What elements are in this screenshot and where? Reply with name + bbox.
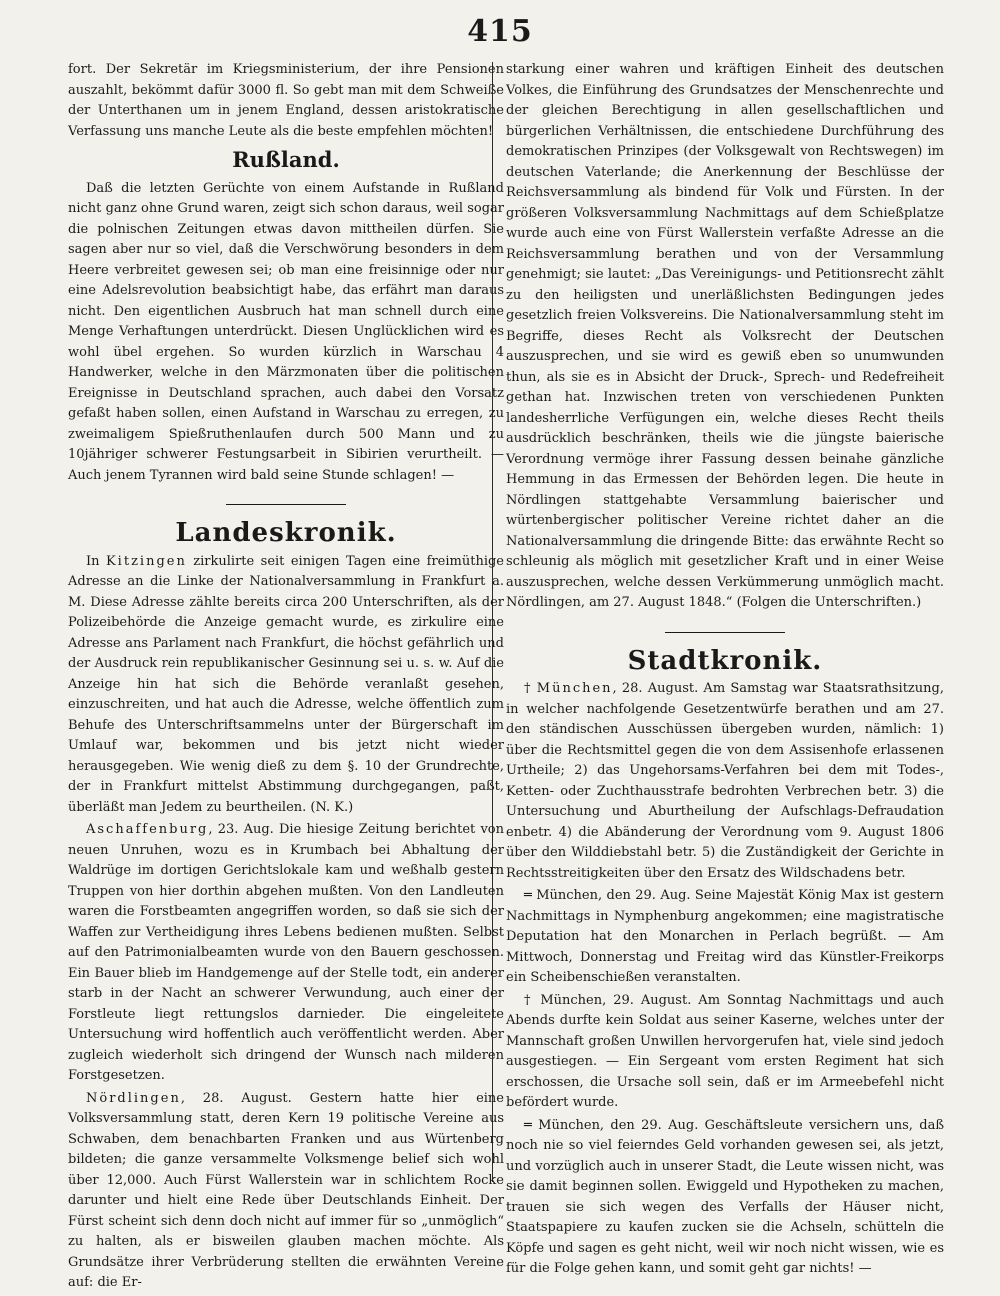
article-noerdlingen-continued: starkung einer wahren und kräftigen Einheit des deutschen Volkes, die Einführung des Grundsatzes der Menschenrechte und der gleichen Berechtigung in allen gesellschaftlichen und bürgerlichen Verhältnissen, die entschiedene Durchführung des demokratischen Prinzipes (der Volksgewalt von Rechtswegen) im deutschen Vaterlande; die Anerkennung der Beschlüsse der Reichsversammlung als bindend für Volk und Fürsten. In der größeren Volksversammlung Nachmittags auf dem Schießplatze wurde auch eine von Fürst Wallerstein verfaßte Adresse an die Reichsversammlung berathen und von der Versammlung genehmigt; sie lautet: „Das Vereinigungs- und Petitionsrecht zählt zu den heiligsten und unerläßlichsten Bedingungen jedes gesetzlich freien Volksvereins. Die Nationalversammlung steht im Begriffe, dieses Recht als Volksrecht der Deutschen auszusprechen, und sie wird es gewiß eben so unumwunden thun, als sie es in Absicht der Druck-, Sprech- und Redefreiheit gethan hat. Inzwischen treten von verschiedenen Punkten landesherrliche Verfügungen ein, welche dieses Recht theils ausdrücklich beschränken, theils wie die jüngste baierische Verordnung vermöge ihrer Fassung dessen beinahe gänzliche Hemmung in das Ermessen der Behörden legen. Die heute in Nördlingen stattgehabte Versammlung baierischer und würtenbergischer politischer Vereine richtet daher an die Nationalversammlung die dringende Bitte: das erwähnte Recht so schleunig als möglich mit gesetzlicher Kraft und in einer Weise auszusprechen, welche dessen Verkümmerung unmöglich macht. Nördlingen, am 27. August 1848.“ (Folgen die Unterschriften.) [506, 62, 944, 610]
article-body: , 23. Aug. Die hiesige Zeitung berichtet von neuen Unruhen, wozu es in Krumbach bei Abhaltung der Waldrüge im dortigen Gerichtslokale kam und weßhalb gestern Truppen von hier dorthin abgehen mußten. Von den Landleuten waren die Forstbeamten angegriffen worden, so daß sie sich der Waffen zur Vertheidigung ihres Lebens bedienen mußten. Selbst auf den Patrimonialbeamten wurde von den Bauern geschossen. Ein Bauer blieb im Handgemenge auf der Stelle todt, ein anderer starb in der Nacht an schwerer Verwundung, auch einer der Forstleute liegt rettungslos darnieder. Die eingeleitete Untersuchung wird hoffentlich auch veröffentlicht werden. Aber zugleich wiederholt sich dringend der Wunsch nach milderen Forstgesetzen. [68, 822, 504, 1083]
dateline-place: Nördlingen [86, 1090, 181, 1106]
article-continuation: fort. Der Sekretär im Kriegsministerium, der ihre Pensionen auszahlt, bekömmt dafür 3000 fl. So gebt man mit dem Schweiße der Unterthanen um in jenem England, dessen aristokratische Verfassung uns manche Leute als die beste empfehlen möchten! [68, 62, 504, 139]
article-noerdlingen [68, 1089, 504, 1294]
section-heading-russland: Rußland. [232, 147, 340, 172]
article-muenchen-3: † München, 29. August. Am Sonntag Nachmittags und auch Abends durfte kein Soldat aus seiner Kaserne, welches unter der Mannschaft großen Unwillen hervorgerufen hat, viele sind jedoch ausgestiegen. — Ein Sergeant vom ersten Regiment hat sich erschossen, die Ursache soll sein, daß er im Armeebefehl nicht befördert wurde. [506, 992, 944, 1110]
right-column [506, 60, 944, 1282]
article-muenchen-2: ═ München, den 29. Aug. Seine Majestät König Max ist gestern Nachmittags in Nymphenburg angekommen; eine magistratische Deputation hat den Monarchen in Perlach begrüßt. — Am Mittwoch, Donnerstag und Freitag wird das Künstler-Freikorps ein Scheibenschießen veranstalten. [506, 888, 944, 985]
dateline-place: Aschaffenburg [86, 822, 209, 837]
article-body: , 28. August. Gestern hatte hier eine Volksversammlung statt, deren Kern 19 politische Vereine aus Schwaben, dem benachbarten Franken und aus Würtenberg bildeten; die ganze versammelte Volksmenge belief sich wohl über 12,000. Auch Fürst Wallerstein war in schlichtem Rocke darunter und hielt eine Rede über Deutschlands Einheit. Der Fürst scheint sich denn doch nicht auf immer für so „unmöglich“ zu halten, als er bisweilen glauben machen möchte. Als Grundsätze ihrer Verbrüderung stellten die erwähnten Vereine auf: die Er- [68, 1090, 504, 1290]
dateline-place: Kitzingen [105, 553, 187, 569]
left-column [68, 60, 504, 1296]
page-number: 415 [467, 14, 533, 49]
dateline-place: München [536, 681, 613, 696]
section-heading-landeskronik: Landeskronik. [175, 518, 397, 548]
article-kitzingen [68, 552, 504, 819]
article-body: zirkulirte seit einigen Tagen eine freimüthige Adresse an die Linke der Nationalversammlung in Frankfurt a. M. Diese Adresse zählte bereits circa 200 Unterschriften, als der Polizeibehörde die Anzeige gemacht wurde, es zirkulire eine Adresse ans Parlament nach Frankfurt, die höchst gefährlich und der Ausdruck rein republikanischer Gesinnung sei u. s. w. Auf die Anzeige hin hat sich die Behörde veranlaßt gesehen, einzuschreiten, und hat auch die Adresse, welche öffentlich zum Behufe des Unterschriftsammelns unter der Bürgerschaft im Umlauf war, bekommen und bis jetzt nicht wieder herausgegeben. Wie wenig dieß zu dem §. 10 der Grundrechte, der in Frankfurt mittelst Abstimmung durchgegangen, paßt, überläßt man Jedem zu beurtheilen. (N. K.) [68, 553, 504, 815]
separator-rule [665, 632, 785, 633]
article-prefix: In [86, 553, 100, 569]
article-muenchen-4: ═ München, den 29. Aug. Geschäftsleute versichern uns, daß noch nie so viel feierndes Geld vorhanden gewesen sei, als jetzt, und vorzüglich auch in unserer Stadt, die Leute wissen nicht, was sie damit beginnen sollen. Ewiggeld und Hypotheken zu machen, trauen sie sich wegen des Verfalls der Häuser nicht, Staatspapiere zu kaufen zucken sie die Achseln, schütteln die Köpfe und sagen es geht nicht, weil wir noch nicht wissen, wie es für die Folge gehen kann, und somit geht gar nichts! — [506, 1117, 944, 1276]
separator-rule [226, 504, 346, 505]
article-russland: Daß die letzten Gerüchte von einem Aufstande in Rußland nicht ganz ohne Grund waren, zeigt sich schon daraus, weil sogar die polnischen Zeitungen etwas davon mittheilen dürfen. Sie sagen aber nur so viel, daß die Verschwörung besonders in dem Heere verbreitet gewesen sei; ob man eine freisinnige oder nur eine Adelsrevolution beabsichtigt habe, das erfährt man daraus nicht. Den eigentlichen Ausbruch hat man schnell durch eine Menge Verhaftungen unterdrückt. Diesen Unglücklichen wird es wohl übel ergehen. So wurden kürzlich in Warschau 4 Handwerker, welche in den Märzmonaten über die politischen Ereignisse in Deutschland sprachen, auch dabei den Vorsatz gefaßt haben sollen, einen Aufstand in Warschau zu erregen, zu zweimaligem Spießruthenlaufen durch 500 Mann und zu 10jähriger schwerer Festungsarbeit in Sibirien verurtheilt. — Auch jenem Tyrannen wird bald seine Stunde schlagen! — [68, 180, 504, 483]
article-aschaffenburg [68, 820, 504, 1087]
section-heading-stadtkronik: Stadtkronik. [627, 645, 823, 676]
article-muenchen-1 [506, 679, 944, 884]
article-body: , 28. August. Am Samstag war Staatsrathsitzung, in welcher nachfolgende Gesetzentwürfe berathen und am 27. den ständischen Ausschüssen übergeben wurden, nämlich: 1) über die Rechtsmittel gegen die von dem Assisenhofe erlassenen Urtheile; 2) das Ungehorsams-Verfahren bei dem mit Todes-, Ketten- oder Zuchthausstrafe bedrohten Verbrechen betr. 3) die Untersuchung und Aburtheilung der Aufschlags-Defraudation enbetr. 4) die Abänderung der Verordnung vom 9. August 1806 über den Wilddiebstahl betr. 5) die Zuständigkeit der Gerichte in Rechtsstreitigkeiten über den Ersatz des Wildschadens betr. [506, 681, 944, 881]
dagger-mark: † [524, 681, 537, 696]
